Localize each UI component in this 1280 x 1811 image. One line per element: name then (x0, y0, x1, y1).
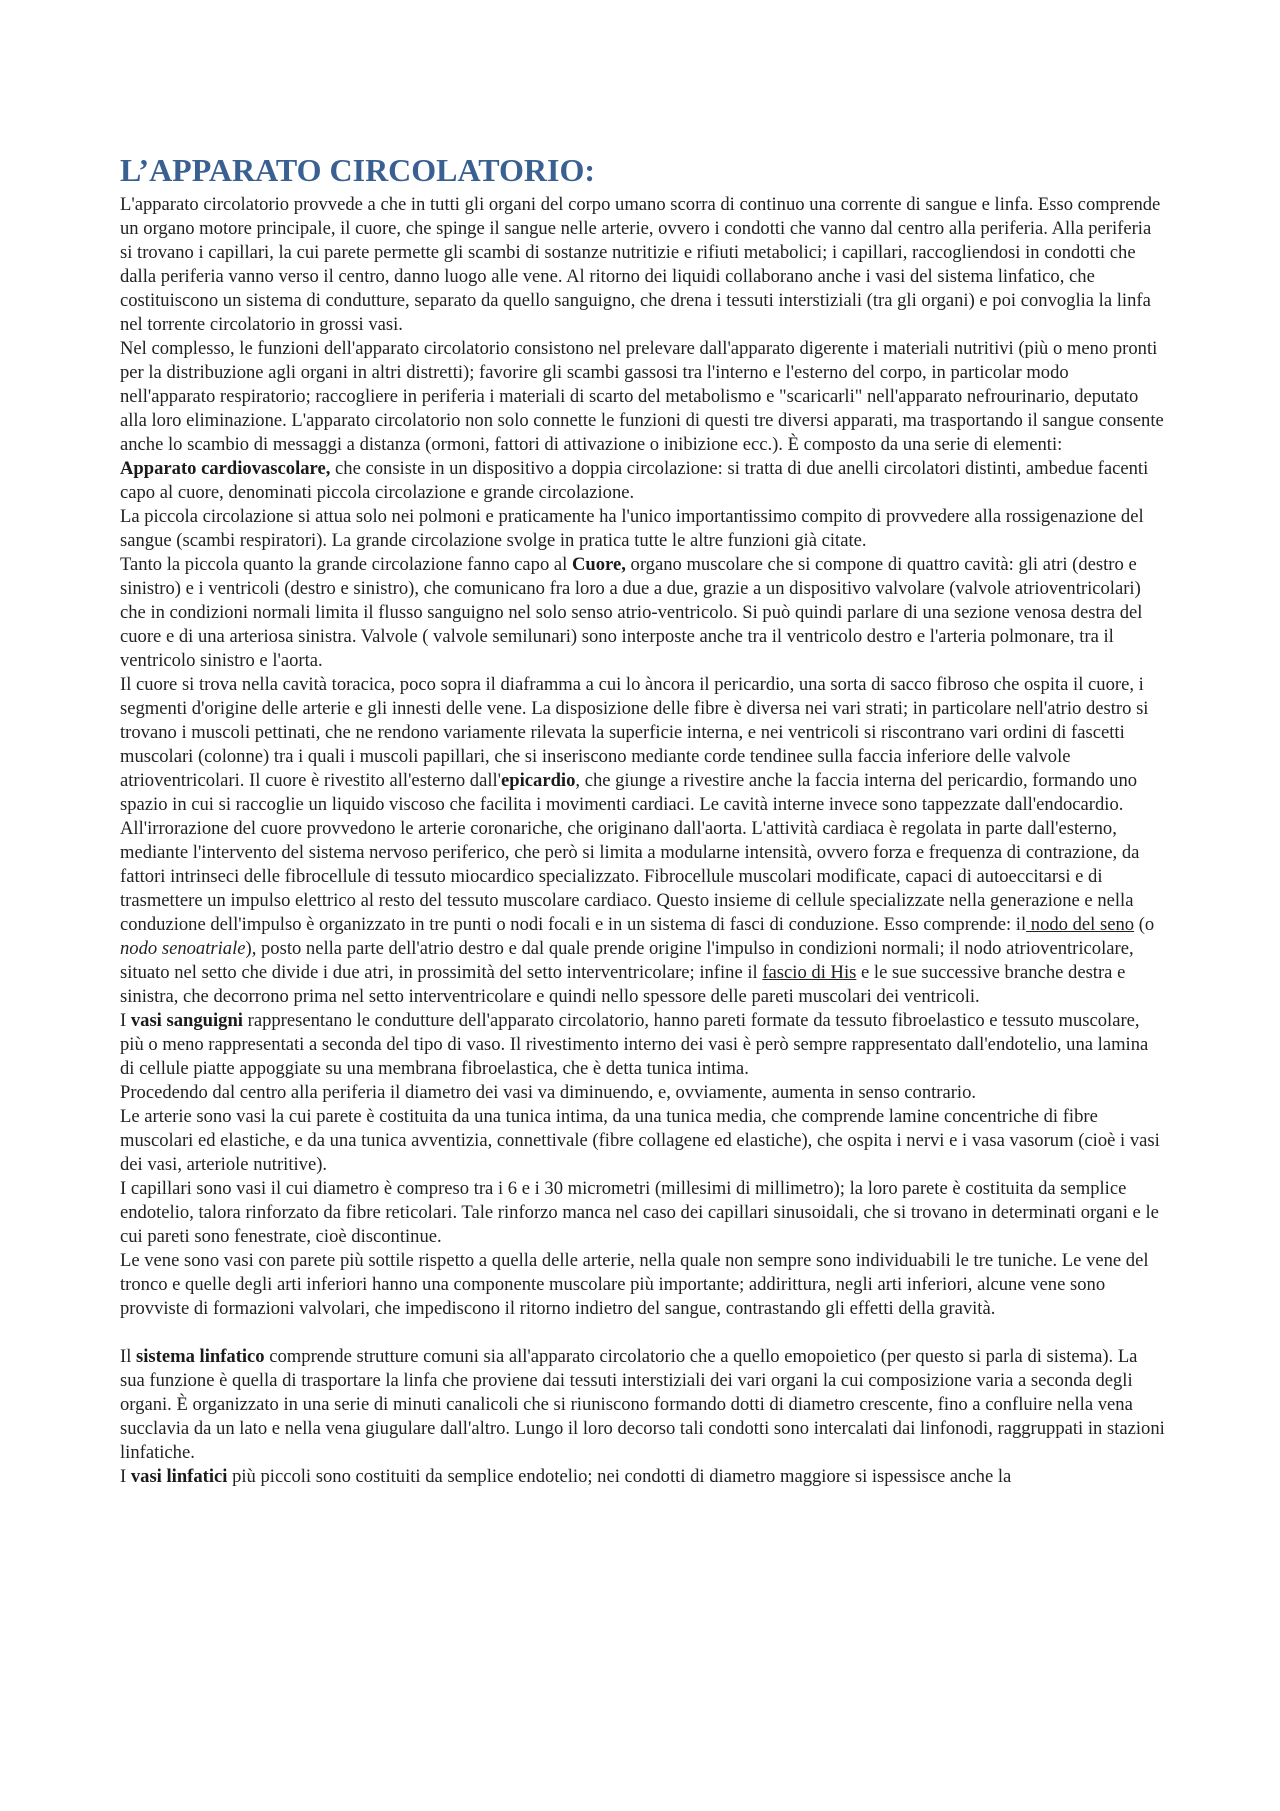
paragraph-cardiovascular: Apparato cardiovascolare, che consiste in un dispositivo a doppia circolazione: si tratta di due anelli circolatori distinti, ambedue facenti capo al cuore, denominati piccola circolazione e grande circolazione. (120, 458, 1149, 503)
paragraph-lymphatic-vessels: I vasi linfatici più piccoli sono costituiti da semplice endotelio; nei condotti di diametro maggiore si ispessisce anche la (120, 1466, 1012, 1487)
term-nodo-senoatriale: nodo senoatriale (120, 938, 246, 959)
paragraph-capillaries: I capillari sono vasi il cui diametro è compreso tra i 6 e i 30 micrometri (millesimi di millimetro); la loro parete è costituita da semplice endotelio, talora rinforzato da fibre reticolari. Tale rinforzo manca nel caso dei capillari sinusoidali, che si trovano in determinati organi e le cui pareti sono fenestrate, cioè discontinue. (120, 1178, 1159, 1247)
term-epicardio: epicardio (501, 770, 576, 791)
paragraph-conduction: All'irrorazione del cuore provvedono le arterie coronariche, che originano dall'aorta. L'attività cardiaca è regolata in parte dall'esterno, mediante l'intervento del sistema nervoso periferico, che però si limita a modularne intensità, ovvero forza e frequenza di contrazione, da fattori intrinseci delle fibrocellule di tessuto miocardico specializzato. Fibrocellule muscolari modificate, capaci di autoeccitarsi e di trasmettere un impulso elettrico al resto del tessuto muscolare cardiaco. Questo insieme di cellule specializzate nella generazione e nella conduzione dell'impulso è organizzato in tre punti o nodi focali e in un sistema di fasci di conduzione. Esso comprende: il nodo del seno (o nodo senoatriale), posto nella parte dell'atrio destro e dal quale prende origine l'impulso in condizioni normali; il nodo atrioventricolare, situato nel setto che divide i due atri, in prossimità del setto interventricolare; infine il fascio di His e le sue successive branche destra e sinistra, che decorrono prima nel setto interventricolare e quindi nello spessore delle pareti muscolari dei ventricoli. (120, 818, 1155, 1007)
paragraph-circulation: La piccola circolazione si attua solo nei polmoni e praticamente ha l'unico importantissimo compito di provvedere alla rossigenazione del sangue (scambi respiratori). La grande circolazione svolge in pratica tutte le altre funzioni già citate. (120, 506, 1144, 551)
link-nodo-del-seno[interactable]: nodo del seno (1026, 914, 1135, 935)
paragraph-arteries: Le arterie sono vasi la cui parete è costituita da una tunica intima, da una tunica media, che comprende lamine concentriche di fibre muscolari ed elastiche, e da una tunica avventizia, connettivale (fibre collagene ed elastiche), che ospita i nervi e i vasa vasorum (cioè i vasi dei vasi, arteriole nutritive). (120, 1106, 1160, 1175)
term-sistema-linfatico: sistema linfatico (136, 1346, 265, 1367)
term-apparato-cardiovascolare: Apparato cardiovascolare, (120, 458, 331, 479)
page-title: L’APPARATO CIRCOLATORIO: (120, 152, 596, 188)
paragraph-diameter: Procedendo dal centro alla periferia il diametro dei vasi va diminuendo, e, ovviamente, aumenta in senso contrario. (120, 1082, 977, 1103)
paragraph-spacer (120, 1321, 1165, 1345)
link-fascio-di-his[interactable]: fascio di His (762, 962, 857, 983)
paragraph-heart-structure: Il cuore si trova nella cavità toracica, poco sopra il diaframma a cui lo àncora il pericardio, una sorta di sacco fibroso che ospita il cuore, i segmenti d'origine delle arterie e gli innesti delle vene. La disposizione delle fibre è diversa nei vari strati; in particolare nell'atrio destro si trovano i muscoli pettinati, che ne rendono variamente rilevata la superficie interna, e nei ventricoli si riscontrano vari ordini di fascetti muscolari (colonne) tra i quali i muscoli papillari, che si inseriscono mediante corde tendinee sulla faccia inferiore delle valvole atrioventricolari. Il cuore è rivestito all'esterno dall'epicardio, che giunge a rivestire anche la faccia interna del pericardio, formando uno spazio in cui si raccoglie un liquido viscoso che facilita i movimenti cardiaci. Le cavità interne invece sono tappezzate dall'endocardio. (120, 674, 1149, 815)
paragraph-veins: Le vene sono vasi con parete più sottile rispetto a quella delle arterie, nella quale non sempre sono individuabili le tre tuniche. Le vene del tronco e quelle degli arti inferiori hanno una componente muscolare più importante; addirittura, negli arti inferiori, alcune vene sono provviste di formazioni valvolari, che impediscono il ritorno indietro del sangue, contrastando gli effetti della gravità. (120, 1250, 1149, 1319)
term-vasi-linfatici: vasi linfatici (130, 1466, 228, 1487)
paragraph-intro: L'apparato circolatorio provvede a che in tutti gli organi del corpo umano scorra di continuo una corrente di sangue e linfa. Esso comprende un organo motore principale, il cuore, che spinge il sangue nelle arterie, ovvero i condotti che vanno dal centro alla periferia. Alla periferia si trovano i capillari, la cui parete permette gli scambi di sostanze nutritizie e rifiuti metabolici; i capillari, raccogliendosi in condotti che dalla periferia vanno verso il centro, danno luogo alle vene. Al ritorno dei liquidi collaborano anche i vasi del sistema linfatico, che costituiscono un sistema di condutture, separato da quello sanguigno, che drena i tessuti interstiziali (tra gli organi) e poi convoglia la linfa nel torrente circolatorio in grossi vasi. (120, 194, 1161, 335)
term-cuore: Cuore, (571, 554, 626, 575)
paragraph-functions: Nel complesso, le funzioni dell'apparato circolatorio consistono nel prelevare dall'apparato digerente i materiali nutritivi (più o meno pronti per la distribuzione agli organi in altri distretti); favorire gli scambi gassosi tra l'interno e l'esterno del corpo, in particolar modo nell'apparato respiratorio; raccogliere in periferia i materiali di scarto del metabolismo e "scaricarli" nell'apparato nefrourinario, deputato alla loro eliminazione. L'apparato circolatorio non solo connette le funzioni di questi tre diversi apparati, ma trasportando il sangue consente anche lo scambio di messaggi a distanza (ormoni, fattori di attivazione o inibizione ecc.). È composto da una serie di elementi: (120, 338, 1164, 455)
paragraph-lymphatic-system: Il sistema linfatico comprende strutture comuni sia all'apparato circolatorio che a quello emopoietico (per questo si parla di sistema). La sua funzione è quella di trasportare la linfa che proviene dai tessuti interstiziali dei vari organi la cui composizione varia a seconda degli organi. È organizzato in una serie di minuti canalicoli che si riuniscono formando dotti di diametro crescente, fino a confluire nella vena succlavia da un lato e nella vena giugulare dall'altro. Lungo il loro decorso tali condotti sono intercalati dai linfonodi, raggruppati in stazioni linfatiche. (120, 1346, 1165, 1463)
paragraph-blood-vessels: I vasi sanguigni rappresentano le condutture dell'apparato circolatorio, hanno pareti formate da tessuto fibroelastico e tessuto muscolare, più o meno rappresentati a seconda del tipo di vaso. Il rivestimento interno dei vasi è però sempre rappresentato dall'endotelio, una lamina di cellule piatte appoggiate su una membrana fibroelastica, che è detta tunica intima. (120, 1010, 1149, 1079)
term-vasi-sanguigni: vasi sanguigni (130, 1010, 243, 1031)
document-page (120, 150, 1165, 1489)
paragraph-heart: Tanto la piccola quanto la grande circolazione fanno capo al Cuore, organo muscolare che si compone di quattro cavità: gli atri (destro e sinistro) e i ventricoli (destro e sinistro), che comunicano fra loro a due a due, grazie a un dispositivo valvolare (valvole atrioventricolari) che in condizioni normali limita il flusso sanguigno nel solo senso atrio-ventricolo. Si può quindi parlare di una sezione venosa destra del cuore e di una arteriosa sinistra. Valvole ( valvole semilunari) sono interposte anche tra il ventricolo destro e l'arteria polmonare, tra il ventricolo sinistro e l'aorta. (120, 554, 1143, 671)
